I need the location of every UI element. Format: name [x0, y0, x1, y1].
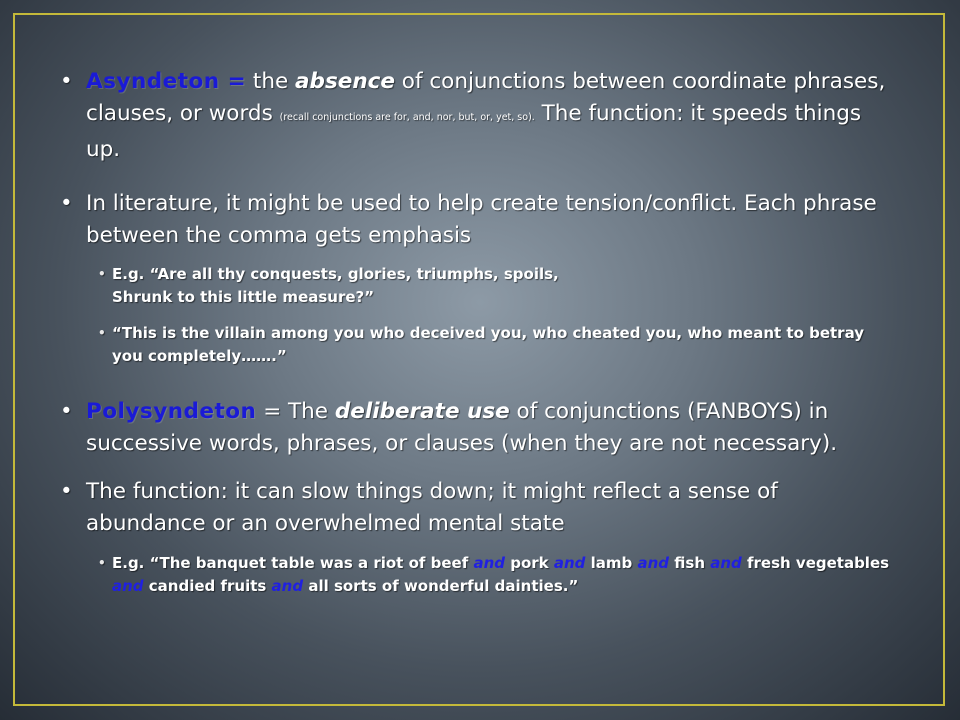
- sub-bullet-dot-icon: •: [98, 267, 106, 281]
- sub-bullet-dot-icon: •: [98, 556, 106, 570]
- sub-bullet-dot-icon: •: [98, 326, 106, 340]
- term-asyndeton: Asyndeton =: [86, 69, 247, 94]
- bullet-dot-icon: •: [60, 399, 73, 424]
- bullet-dot-icon: •: [60, 191, 73, 216]
- sub-bullet-example-1: • E.g. “Are all thy conquests, glories, triumphs, spoils, Shrunk to this little measure?”: [98, 265, 559, 306]
- conjunction-and: and: [473, 554, 505, 572]
- bullet-asyndeton: • Asyndeton = the absence of conjunctions between coordinate phrases, clauses, or words (recall conjunctions are for, and, nor, but, or, yet, so). The function: it speeds things up.: [60, 66, 890, 166]
- bullet-polysyndeton: • Polysyndeton = The deliberate use of conjunctions (FANBOYS) in successive words, phrases, or clauses (when they are not necessary).: [60, 396, 890, 460]
- conjunction-and: and: [271, 577, 304, 595]
- sub-bullet-example-3: • E.g. “The banquet table was a riot of beef and pork and lamb and fish and fresh vegetables and candied fruits and all sorts of wonderful dainties.”: [98, 554, 890, 595]
- emphasis-absence: absence: [295, 69, 395, 94]
- conjunction-and: and: [553, 554, 586, 572]
- conjunction-and: and: [637, 554, 670, 572]
- term-polysyndeton: Polysyndeton: [86, 399, 257, 424]
- emphasis-deliberate-use: deliberate use: [334, 399, 510, 424]
- conjunction-and: and: [710, 554, 742, 572]
- conjunctions-note: (recall conjunctions are for, and, nor, but, or, yet, so).: [279, 112, 535, 123]
- sub-bullet-example-2: • “This is the villain among you who deceived you, who cheated you, who meant to betray you completely…….”: [98, 324, 865, 365]
- conjunction-and: and: [112, 577, 144, 595]
- bullet-dot-icon: •: [60, 69, 73, 94]
- bullet-dot-icon: •: [60, 479, 73, 504]
- bullet-function-slow: • The function: it can slow things down; it might reflect a sense of abundance or an overwhelmed mental state: [60, 476, 890, 540]
- bullet-tension: • In literature, it might be used to help create tension/conflict. Each phrase between the comma gets emphasis: [60, 188, 890, 252]
- slide-content: [60, 66, 890, 598]
